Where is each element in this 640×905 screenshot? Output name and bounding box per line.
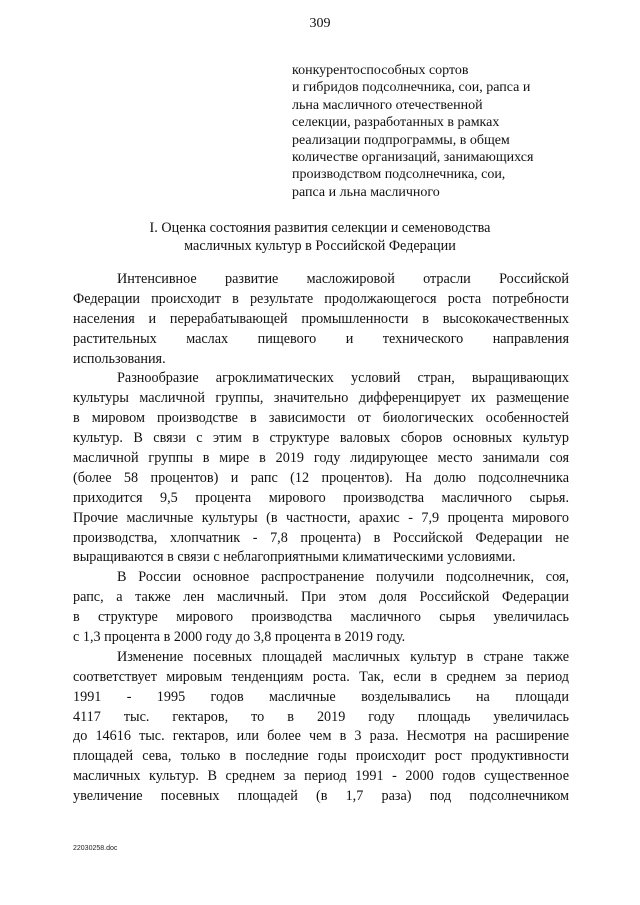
caption-line: рапса и льна масличного <box>292 184 440 200</box>
body-line: Прочие масличные культуры (в частности, арахис - 7,9 процента мирового <box>73 509 569 526</box>
caption-line: селекции, разработанных в рамках <box>292 115 500 131</box>
caption-line: льна масличного отечественной <box>292 97 483 113</box>
body-line: до 14616 тыс. гектаров, или более чем в 3 раза. Несмотря на расширение <box>73 728 569 745</box>
body-line: 4117 тыс. гектаров, то в 2019 году площадь увеличилась <box>73 708 569 725</box>
page-number: 309 <box>309 16 331 31</box>
body-line: в структуре мирового производства масличного сырья увеличилась <box>73 609 569 626</box>
document-code: 22030258.doc <box>73 845 118 852</box>
body-line: растительных маслах пищевого и технического направления <box>73 330 569 347</box>
caption-line: конкурентоспособных сортов <box>292 63 469 78</box>
table-caption <box>292 62 592 201</box>
body-line: 1991 - 1995 годов масличные возделывались на площади <box>73 688 569 705</box>
body-line: использования. <box>73 350 166 367</box>
caption-line: и гибридов подсолнечника, сои, рапса и <box>292 80 531 96</box>
section-title <box>60 220 580 255</box>
section-title-line: I. Оценка состояния развития селекции и семеноводства <box>149 220 491 236</box>
caption-line: производством подсолнечника, сои, <box>292 167 506 183</box>
section-title-line: масличных культур в Российской Федерации <box>184 237 456 254</box>
body-line: в мировом производстве в зависимости от биологических особенностей <box>73 410 569 427</box>
body-line: Изменение посевных площадей масличных культур в стране также <box>117 648 569 665</box>
body-line: с 1,3 процента в 2000 году до 3,8 процента в 2019 году. <box>73 629 406 646</box>
body-line: В России основное распространение получили подсолнечник, соя, <box>117 569 569 586</box>
body-line: населения и перерабатывающей промышленности в высококачественных <box>73 310 569 327</box>
body-line: увеличение посевных площадей (в 1,7 раза) под подсолнечником <box>73 788 569 805</box>
body-line: производства, хлопчатник - 7,8 процента) в Российской Федерации не <box>73 529 569 546</box>
body-line: соответствует мировым тенденциям роста. Так, если в среднем за период <box>73 668 569 685</box>
body-line: масличной группы в мире в 2019 году лидирующее место занимали соя <box>73 450 569 467</box>
body-line: Федерации происходит в результате продолжающегося роста потребности <box>73 290 569 307</box>
body-line: приходится 9,5 процента мирового производства масличного сырья. <box>73 489 569 506</box>
body-line: Интенсивное развитие масложировой отрасли Российской <box>117 271 569 287</box>
body-line: масличных культур. В среднем за период 1991 - 2000 годов существенное <box>73 768 569 785</box>
body-line: рапс, а также лен масличный. При этом доля Российской Федерации <box>73 589 569 606</box>
caption-line: реализации подпрограммы, в общем <box>292 132 510 148</box>
body-line: выращиваются в связи с неблагоприятными климатическими условиями. <box>73 549 516 566</box>
body-text <box>73 270 569 807</box>
body-line: культуры масличной группы, значительно дифференцирует их размещение <box>73 390 569 407</box>
body-line: (более 58 процентов) и рапс (12 процентов). На долю подсолнечника <box>73 469 569 486</box>
caption-line: количестве организаций, занимающихся <box>292 150 534 166</box>
body-line: Разнообразие агроклиматических условий стран, выращивающих <box>117 370 569 387</box>
body-line: площадей сева, только в последние годы происходит рост продуктивности <box>73 748 569 765</box>
body-line: культур. В связи с этим в структуре валовых сборов основных культур <box>73 430 569 447</box>
